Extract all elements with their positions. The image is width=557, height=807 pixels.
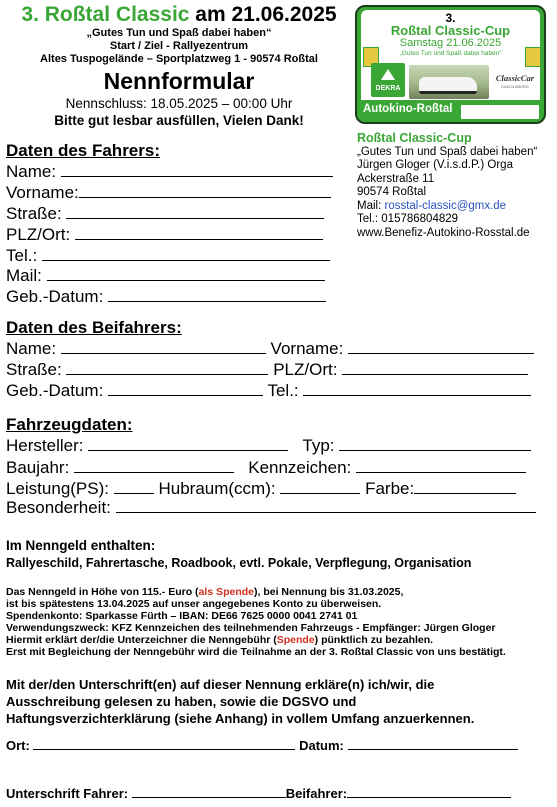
driver-geb-label: Geb.-Datum: — [6, 287, 104, 306]
contact-mail-row — [357, 200, 537, 214]
declaration-block — [6, 676, 474, 727]
codriver-section-title: Daten des Beifahrers: — [6, 318, 182, 337]
codriver-strasse-label: Straße: — [6, 360, 62, 379]
beifahrer-signature-label: Beifahrer: — [285, 786, 348, 801]
plate-date: Samstag 21.06.2025 — [399, 37, 502, 49]
deadline: Nennschluss: 18.05.2025 – 00:00 Uhr — [65, 96, 293, 111]
payment-line-4: Verwendungszweck: KFZ Kennzeichen des teilnehmenden Fahrzeugs - Empfänger: Jürgen Gloger — [6, 622, 496, 634]
driver-name-label: Name: — [6, 162, 57, 181]
codriver-plz-label: PLZ/Ort: — [273, 360, 338, 379]
plate-dekra-logo — [371, 63, 405, 97]
codriver-vorname-field[interactable] — [348, 353, 534, 354]
plate-slogan: „Gutes Tun und Spaß dabei haben“ — [399, 50, 502, 57]
event-address: Altes Tuspogelände – Sportplatzweg 1 - 90574 Roßtal — [40, 53, 318, 65]
plate-classiccar-logo — [493, 73, 537, 97]
vehicle-typ-label: Typ: — [302, 436, 335, 455]
form-title: Nennformular — [103, 68, 255, 94]
contact-slogan: „Gutes Tun und Spaß dabei haben“ — [357, 145, 538, 158]
event-slogan: „Gutes Tun und Spaß dabei haben“ — [86, 27, 272, 39]
contact-block — [357, 132, 537, 240]
driver-vorname-label: Vorname: — [6, 183, 79, 202]
payment-l5-b: ) pünktlich zu bezahlen. — [314, 634, 434, 646]
payment-l1-a: Das Nenngeld in Höhe von 115.- Euro ( — [6, 586, 199, 598]
payment-l5-spende: Spende — [276, 634, 315, 646]
declaration-line-3: Haftungsverzichterklärung (siehe Anhang) in vollem Umfang anzuerkennen. — [6, 711, 475, 726]
payment-line-6: Erst mit Begleichung der Nenngebühr wird die Teilnahme an der 3. Roßtal Classic von uns bestätigt. — [6, 646, 506, 658]
vehicle-leistung-label: Leistung(PS): — [6, 479, 109, 498]
payment-l1-b: ), bei Nennung bis 31.03.2025, — [254, 586, 404, 598]
driver-name-field[interactable] — [61, 176, 333, 177]
plate-bottom-label: Autokino-Roßtal — [363, 103, 453, 115]
vehicle-leistung-field[interactable] — [114, 493, 154, 494]
driver-vorname-field[interactable] — [79, 197, 331, 198]
payment-l1-spende: als Spende — [198, 586, 254, 598]
vehicle-row-1 — [6, 435, 531, 456]
classiccar-sub: CADOLZBURG — [501, 84, 529, 89]
codriver-row-1 — [6, 338, 534, 359]
contact-org: Roßtal Classic-Cup — [357, 131, 472, 145]
vehicle-row-3 — [6, 478, 516, 499]
vehicle-kennzeichen-label: Kennzeichen: — [248, 458, 352, 477]
driver-tel-field[interactable] — [42, 260, 330, 261]
instruction: Bitte gut lesbar ausfüllen, Vielen Dank! — [54, 113, 304, 128]
codriver-row-2 — [6, 359, 528, 380]
vehicle-hubraum-label: Hubraum(ccm): — [158, 479, 276, 498]
included-title: Im Nenngeld enthalten: — [6, 538, 156, 553]
driver-geb-field[interactable] — [108, 301, 326, 302]
codriver-row-3 — [6, 380, 531, 401]
driver-mail-label: Mail: — [6, 266, 42, 285]
datum-label: Datum: — [299, 738, 344, 753]
codriver-geb-field[interactable] — [108, 395, 263, 396]
payment-line-2: ist bis spätestens 13.04.2025 auf unser angegebenes Konto zu überweisen. — [6, 598, 382, 610]
contact-street: Ackerstraße 11 — [357, 172, 435, 185]
vehicle-hersteller-label: Hersteller: — [6, 436, 84, 455]
vehicle-besonderheit-label: Besonderheit: — [6, 498, 111, 517]
plate-number: 3. — [445, 11, 456, 25]
codriver-name-label: Name: — [6, 339, 57, 358]
driver-tel-row — [6, 245, 330, 266]
signature-row-1 — [6, 738, 518, 753]
contact-mail-label: Mail: — [357, 199, 382, 212]
codriver-plz-field[interactable] — [342, 374, 528, 375]
driver-strasse-label: Straße: — [6, 204, 62, 223]
contact-person: Jürgen Gloger (V.i.s.d.P.) Orga — [357, 159, 513, 171]
driver-tel-label: Tel.: — [6, 246, 38, 265]
vehicle-farbe-label: Farbe: — [365, 479, 415, 498]
declaration-line-1: Mit der/den Unterschrift(en) auf dieser Nennung erkläre(n) ich/wir, die — [6, 677, 435, 692]
beifahrer-signature-field[interactable] — [347, 797, 511, 798]
vehicle-baujahr-field[interactable] — [74, 472, 234, 473]
event-title — [4, 3, 354, 27]
payment-line-3: Spendenkonto: Sparkasse Fürth – IBAN: DE66 7625 0000 0041 2741 01 — [6, 610, 358, 622]
fahrer-signature-label: Unterschrift Fahrer: — [6, 786, 129, 801]
plate-title: Roßtal Classic-Cup — [390, 23, 511, 38]
driver-name-row — [6, 161, 333, 182]
plate-sponsor-badges — [461, 105, 539, 119]
driver-plz-field[interactable] — [75, 239, 323, 240]
vehicle-row-4 — [6, 497, 536, 518]
payment-line-1 — [6, 586, 506, 598]
event-title-green: 3. Roßtal Classic — [21, 3, 190, 26]
signature-row-2 — [6, 786, 511, 801]
fahrer-signature-field[interactable] — [132, 797, 286, 798]
vehicle-typ-field[interactable] — [339, 450, 531, 451]
codriver-tel-field[interactable] — [303, 395, 531, 396]
dekra-triangle-icon — [381, 69, 395, 80]
vehicle-baujahr-label: Baujahr: — [6, 458, 70, 477]
contact-city: 90574 Roßtal — [357, 186, 427, 198]
driver-section-title: Daten des Fahrers: — [6, 141, 160, 160]
driver-mail-row — [6, 265, 325, 286]
event-header — [4, 3, 354, 129]
driver-mail-field[interactable] — [47, 280, 325, 281]
vehicle-section-title: Fahrzeugdaten: — [6, 415, 133, 434]
included-list: Rallyeschild, Fahrertasche, Roadbook, evtl. Pokale, Verpflegung, Organisation — [6, 556, 472, 570]
payment-block — [6, 586, 506, 658]
plate-car-photo — [409, 65, 489, 99]
event-start-ziel: Start / Ziel - Rallyezentrum — [109, 40, 249, 52]
driver-vorname-row — [6, 182, 331, 203]
codriver-tel-label: Tel.: — [267, 381, 299, 400]
car-body-icon — [419, 77, 477, 94]
payment-l5-a: Hiermit erklärt der/die Unterzeichner die Nenngebühr ( — [6, 634, 277, 646]
contact-tel: Tel.: 015786804829 — [357, 213, 459, 225]
driver-strasse-row — [6, 203, 324, 224]
vehicle-farbe-field[interactable] — [414, 493, 516, 494]
rally-plate — [355, 5, 546, 124]
codriver-strasse-field[interactable] — [66, 374, 268, 375]
vehicle-besonderheit-field[interactable] — [116, 512, 536, 513]
classiccar-label: ClassicCar — [495, 73, 535, 83]
contact-mail-link[interactable]: rosstal-classic@gmx.de — [384, 199, 507, 212]
vehicle-row-2 — [6, 457, 526, 478]
codriver-vorname-label: Vorname: — [270, 339, 344, 358]
codriver-name-field[interactable] — [61, 353, 266, 354]
vehicle-hersteller-field[interactable] — [88, 450, 288, 451]
driver-geb-row — [6, 286, 326, 307]
ort-field[interactable] — [33, 749, 295, 750]
contact-web[interactable]: www.Benefiz-Autokino-Rosstal.de — [357, 226, 530, 239]
vehicle-hubraum-field[interactable] — [280, 493, 360, 494]
driver-plz-row — [6, 224, 323, 245]
vehicle-kennzeichen-field[interactable] — [356, 472, 526, 473]
datum-field[interactable] — [348, 749, 518, 750]
codriver-geb-label: Geb.-Datum: — [6, 381, 104, 400]
driver-plz-label: PLZ/Ort: — [6, 225, 71, 244]
event-title-date: am 21.06.2025 — [195, 3, 337, 26]
dekra-label: DEKRA — [375, 85, 401, 92]
ort-label: Ort: — [6, 738, 30, 753]
declaration-line-2: Ausschreibung gelesen zu haben, sowie die DGSVO und — [6, 694, 357, 709]
driver-strasse-field[interactable] — [66, 218, 324, 219]
payment-line-5 — [6, 634, 506, 646]
